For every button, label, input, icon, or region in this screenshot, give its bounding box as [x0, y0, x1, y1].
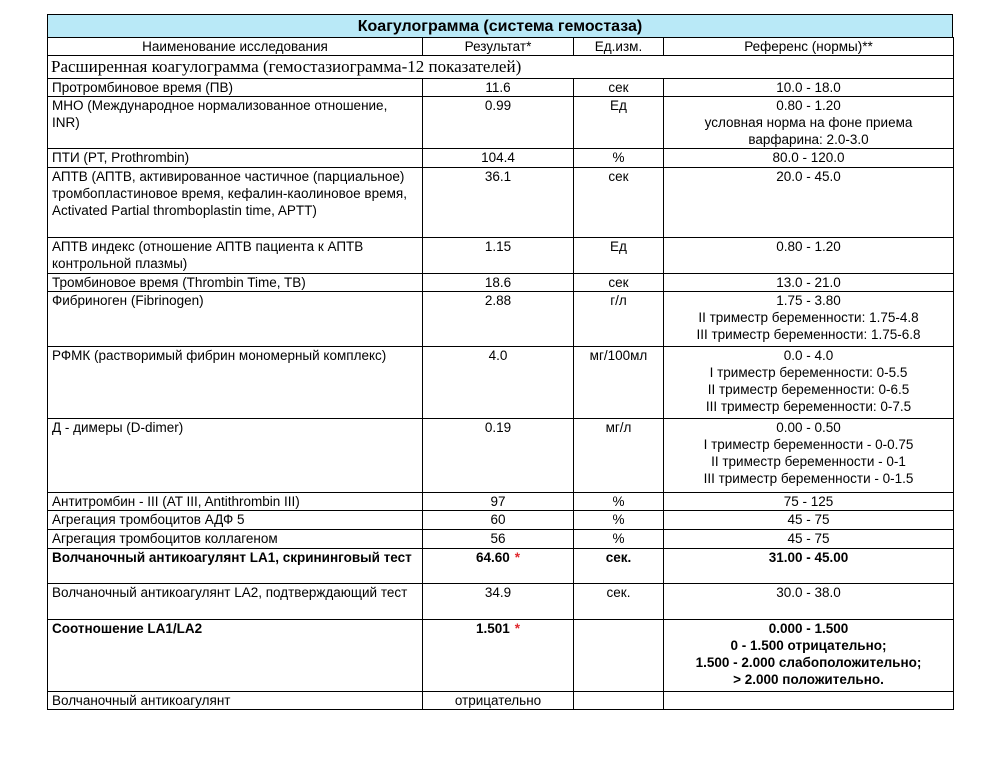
table-row: [48, 511, 954, 530]
table-row: [48, 149, 954, 168]
unit-cell: г/л: [574, 292, 664, 347]
header-result: Результат*: [423, 38, 574, 56]
unit-cell: мг/100мл: [574, 347, 664, 419]
section-row: [48, 56, 954, 79]
reference-line: 20.0 - 45.0: [776, 169, 841, 184]
reference-line: III триместр беременности: 1.75-6.8: [696, 327, 921, 342]
unit-cell: сек: [574, 79, 664, 97]
unit-cell: сек.: [574, 584, 664, 620]
reference-line: 80.0 - 120.0: [772, 150, 845, 165]
reference-line: 1.500 - 2.000 слабоположительно;: [695, 655, 922, 670]
test-name: МНО (Международное нормализованное отношение, INR): [48, 97, 423, 149]
reference-cell: [664, 79, 954, 97]
reference-cell: [664, 149, 954, 168]
reference-line: III триместр беременности - 0-1.5: [703, 471, 914, 486]
result-value: 56: [490, 531, 506, 546]
table-row: [48, 530, 954, 549]
table-row: [48, 692, 954, 710]
result-cell: [423, 530, 574, 549]
result-cell: [423, 347, 574, 419]
unit-cell: мг/л: [574, 419, 664, 493]
table-row: [48, 493, 954, 511]
reference-cell: [664, 549, 954, 584]
result-value: 0.99: [484, 98, 512, 113]
test-name: Волчаночный антикоагулянт: [48, 692, 423, 710]
table-row: [48, 549, 954, 584]
unit-cell: [574, 620, 664, 692]
reference-line: 10.0 - 18.0: [776, 80, 841, 95]
table-row: [48, 584, 954, 620]
result-cell: [423, 238, 574, 274]
result-cell: [423, 493, 574, 511]
table-row: [48, 292, 954, 347]
result-cell: [423, 511, 574, 530]
result-cell: [423, 274, 574, 292]
test-name: АПТВ (АПТВ, активированное частичное (парциальное) тромбопластиновое время, кефалин-каолиновое время, Activated Partial thromboplastin time, APTT): [48, 168, 423, 238]
table-row: [48, 274, 954, 292]
unit-cell: %: [574, 511, 664, 530]
result-cell: [423, 97, 574, 149]
reference-line: II триместр беременности: 1.75-4.8: [698, 310, 919, 325]
reference-cell: [664, 347, 954, 419]
result-cell: [423, 168, 574, 238]
reference-line: 75 - 125: [783, 494, 834, 509]
reference-cell: [664, 238, 954, 274]
result-value: 0.19: [484, 420, 512, 435]
result-cell: [423, 79, 574, 97]
test-name: Соотношение LA1/LA2: [48, 620, 423, 692]
result-value: 97: [490, 494, 506, 509]
result-value: 1.15: [484, 239, 512, 254]
unit-cell: %: [574, 493, 664, 511]
reference-line: I триместр беременности - 0-0.75: [703, 437, 914, 452]
result-value: 104.4: [481, 150, 515, 165]
reference-line: 1.75 - 3.80: [776, 293, 841, 308]
reference-line: 0.80 - 1.20: [776, 98, 841, 113]
reference-cell: [664, 419, 954, 493]
report-title: Коагулограмма (система гемостаза): [47, 14, 953, 37]
test-name: АПТВ индекс (отношение АПТВ пациента к АПТВ контрольной плазмы): [48, 238, 423, 274]
reference-line: 0.000 - 1.500: [768, 621, 849, 636]
result-value: 2.88: [484, 293, 512, 308]
report-sheet: [47, 14, 953, 710]
test-name: Протромбиновое время (ПВ): [48, 79, 423, 97]
abnormal-flag: *: [514, 621, 521, 636]
table-row: [48, 620, 954, 692]
test-name: Тромбиновое время (Thrombin Time, TB): [48, 274, 423, 292]
test-name: Фибриноген (Fibrinogen): [48, 292, 423, 347]
result-value: 34.9: [484, 585, 512, 600]
result-cell: [423, 692, 574, 710]
unit-cell: сек.: [574, 549, 664, 584]
reference-line: > 2.000 положительно.: [733, 672, 884, 687]
reference-cell: [664, 97, 954, 149]
result-value: 64.60: [475, 550, 510, 565]
unit-cell: %: [574, 530, 664, 549]
result-value: 4.0: [488, 348, 508, 363]
result-cell: [423, 584, 574, 620]
unit-cell: [574, 692, 664, 710]
reference-line: III триместр беременности: 0-7.5: [705, 399, 912, 414]
reference-cell: [664, 530, 954, 549]
reference-line: 13.0 - 21.0: [776, 275, 841, 290]
reference-cell: [664, 292, 954, 347]
result-value: 1.501: [475, 621, 510, 636]
reference-line: 0.0 - 4.0: [783, 348, 834, 363]
result-cell: [423, 292, 574, 347]
reference-line: II триместр беременности - 0-1: [711, 454, 906, 469]
reference-line: 0.00 - 0.50: [776, 420, 841, 435]
result-value: 11.6: [485, 80, 511, 95]
reference-cell: [664, 692, 954, 710]
header-unit: Ед.изм.: [574, 38, 664, 56]
reference-line: 30.0 - 38.0: [776, 585, 841, 600]
header-reference: Референс (нормы)**: [664, 38, 954, 56]
unit-cell: %: [574, 149, 664, 168]
test-name: РФМК (растворимый фибрин мономерный комплекс): [48, 347, 423, 419]
table-row: [48, 238, 954, 274]
reference-cell: [664, 584, 954, 620]
section-title: Расширенная коагулограмма (гемостазиограмма-12 показателей): [48, 56, 954, 79]
table-row: [48, 419, 954, 493]
test-name: ПТИ (PT, Prothrombin): [48, 149, 423, 168]
test-name: Волчаночный антикоагулянт LA2, подтверждающий тест: [48, 584, 423, 620]
unit-cell: сек: [574, 274, 664, 292]
abnormal-flag: *: [514, 550, 521, 565]
reference-cell: [664, 511, 954, 530]
results-table: [47, 37, 954, 710]
reference-line: I триместр беременности: 0-5.5: [709, 365, 908, 380]
result-value: 18.6: [484, 275, 512, 290]
result-value: 60: [490, 512, 506, 527]
reference-line: II триместр беременности: 0-6.5: [707, 382, 910, 397]
result-value: отрицательно: [454, 693, 542, 708]
unit-cell: Ед: [574, 97, 664, 149]
reference-line: 45 - 75: [787, 531, 830, 546]
table-header-row: [48, 38, 954, 56]
test-name: Д - димеры (D-dimer): [48, 419, 423, 493]
reference-line: 31.00 - 45.00: [768, 550, 849, 565]
reference-cell: [664, 274, 954, 292]
result-cell: [423, 549, 574, 584]
unit-cell: Ед: [574, 238, 664, 274]
reference-line: 0.80 - 1.20: [776, 239, 841, 254]
reference-cell: [664, 620, 954, 692]
reference-cell: [664, 493, 954, 511]
result-value: 36.1: [484, 169, 512, 184]
header-name: Наименование исследования: [48, 38, 423, 56]
test-name: Антитромбин - III (AT III, Antithrombin III): [48, 493, 423, 511]
reference-cell: [664, 168, 954, 238]
table-row: [48, 79, 954, 97]
unit-cell: сек: [574, 168, 664, 238]
test-name: Агрегация тромбоцитов АДФ 5: [48, 511, 423, 530]
result-cell: [423, 149, 574, 168]
result-cell: [423, 419, 574, 493]
test-name: Волчаночный антикоагулянт LA1, скрининговый тест: [48, 549, 423, 584]
result-cell: [423, 620, 574, 692]
reference-line: 45 - 75: [787, 512, 830, 527]
table-row: [48, 347, 954, 419]
reference-line: 0 - 1.500 отрицательно;: [730, 638, 887, 653]
test-name: Агрегация тромбоцитов коллагеном: [48, 530, 423, 549]
reference-line: условная норма на фоне приема варфарина: 2.0-3.0: [704, 115, 913, 147]
table-row: [48, 168, 954, 238]
table-row: [48, 97, 954, 149]
